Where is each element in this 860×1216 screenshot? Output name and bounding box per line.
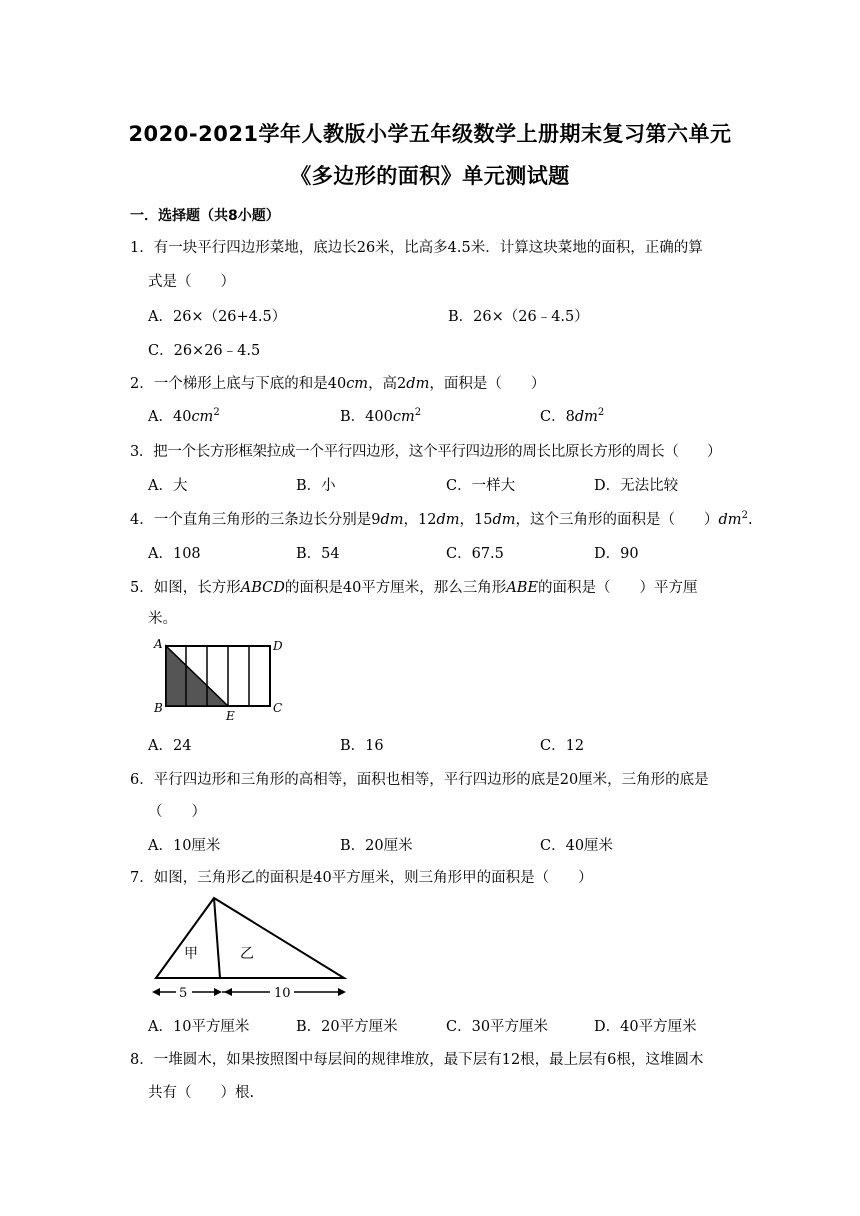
label-d: D <box>273 639 283 653</box>
q1-option-b: B．26×（26﹣4.5） <box>448 309 589 325</box>
q2-option-c: C．$8dm^2$ <box>540 407 605 425</box>
q2-option-b: B．$400cm^2$ <box>340 407 422 425</box>
q2-option-a: A．$40cm^2$ <box>148 407 220 425</box>
dim-10: 10 <box>274 986 291 1001</box>
label-jia: 甲 <box>184 946 198 962</box>
q4-option-c: C．67.5 <box>446 546 504 562</box>
rectangle-abcd-figure <box>150 636 290 723</box>
q5-option-b: B．16 <box>340 738 384 754</box>
q5-option-a: A．24 <box>148 738 192 754</box>
q7-option-b: B．20平方厘米 <box>296 1019 398 1035</box>
question-8: 8．一堆圆木，如果按照图中每层间的规律堆放，最下层有12根，最上层有6根，这堆圆木 <box>130 1052 704 1068</box>
question-8-line-2: 共有（ ）根. <box>148 1085 255 1101</box>
q6-option-b: B．20厘米 <box>340 838 413 854</box>
question-1-line-2: 式是（ ） <box>148 274 235 290</box>
q4-option-a: A．108 <box>148 546 201 562</box>
label-c: C <box>273 701 283 715</box>
q4-option-d: D．90 <box>594 546 639 562</box>
q7-option-c: C．30平方厘米 <box>446 1019 549 1035</box>
q3-option-d: D．无法比较 <box>594 478 679 494</box>
q1-option-c: C．26×26﹣4.5 <box>148 343 261 359</box>
q1-option-a: A．26×（26+4.5） <box>148 309 287 325</box>
question-2: 2．一个梯形上底与下底的和是40cm，高2dm，面积是（ ） <box>130 376 546 392</box>
q7-option-a: A．10平方厘米 <box>148 1019 250 1035</box>
question-6-line-2: （ ） <box>148 804 206 820</box>
label-b: B <box>154 701 163 715</box>
q3-option-b: B．小 <box>296 478 336 494</box>
question-3: 3．把一个长方形框架拉成一个平行四边形，这个平行四边形的周长比原长方形的周长（ ） <box>130 444 722 460</box>
q4-option-b: B．54 <box>296 546 340 562</box>
section-heading: 一．选择题（共8小题） <box>130 208 280 224</box>
label-yi: 乙 <box>240 946 254 962</box>
question-6: 6．平行四边形和三角形的高相等，面积也相等，平行四边形的底是20厘米，三角形的底是 <box>130 772 709 788</box>
question-5: 5．如图，长方形ABCD的面积是40平方厘米，那么三角形ABE的面积是（ ）平方厘 <box>130 580 698 596</box>
label-e: E <box>226 709 235 723</box>
q7-option-d: D．40平方厘米 <box>594 1019 697 1035</box>
q6-option-a: A．10厘米 <box>148 838 221 854</box>
title-line-1: 2020-2021学年人教版小学五年级数学上册期末复习第六单元 <box>128 122 732 146</box>
q3-option-a: A．大 <box>148 478 188 494</box>
dim-5: 5 <box>179 986 188 1001</box>
label-a: A <box>154 637 163 651</box>
question-7: 7．如图，三角形乙的面积是40平方厘米，则三角形甲的面积是（ ） <box>130 870 593 886</box>
q6-option-c: C．40厘米 <box>540 838 614 854</box>
title-line-2: 《多边形的面积》单元测试题 <box>290 164 570 188</box>
triangle-figure <box>148 894 358 1004</box>
q5-option-c: C．12 <box>540 738 585 754</box>
q3-option-c: C．一样大 <box>446 478 516 494</box>
question-5-line-2: 米。 <box>148 611 177 627</box>
question-4: 4．一个直角三角形的三条边长分别是9dm，12dm，15dm，这个三角形的面积是（ ）$dm^2$. <box>130 510 753 528</box>
question-1: 1．有一块平行四边形菜地，底边长26米，比高多4.5米．计算这块菜地的面积，正确的算 <box>130 240 703 256</box>
